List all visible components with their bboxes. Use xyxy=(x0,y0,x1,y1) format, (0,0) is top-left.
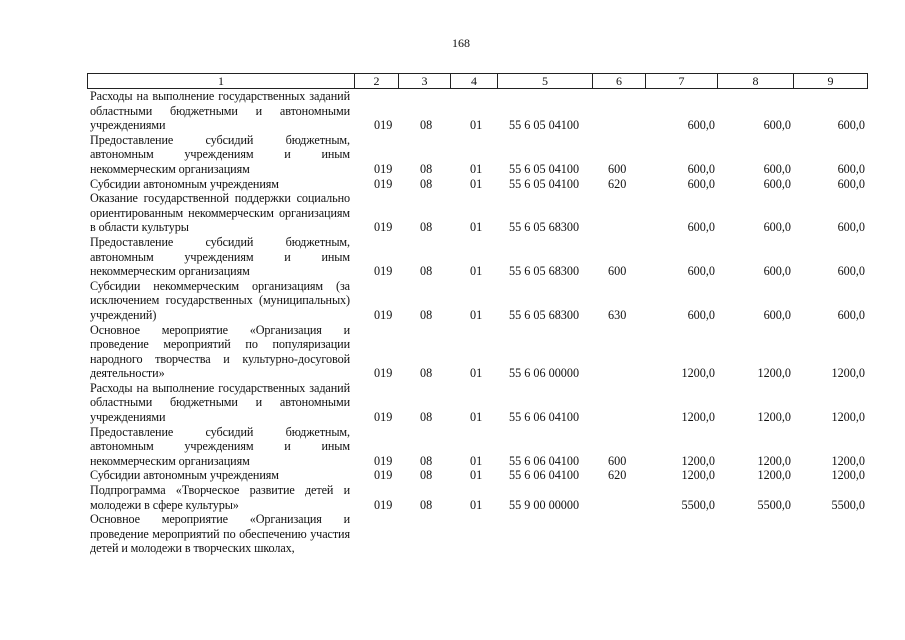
ministry-code: 019 xyxy=(374,176,393,191)
amount-year-3: 1200,0 xyxy=(831,410,865,425)
amount-year-3: 1200,0 xyxy=(831,453,865,468)
ministry-code: 019 xyxy=(374,307,393,322)
table-row xyxy=(87,483,867,512)
column-header-2: 2 xyxy=(355,74,399,89)
row-name: Субсидии автономным учреждениям xyxy=(90,468,279,483)
table-row xyxy=(87,512,867,556)
expense-type-code xyxy=(592,483,645,512)
row-name: Оказание государственной поддержки социально ориентированным некоммерческим организациям в области культуры xyxy=(90,191,350,235)
ministry-code: 019 xyxy=(374,264,393,279)
amount-year-3: 600,0 xyxy=(837,264,865,279)
amount-year-3: 600,0 xyxy=(837,118,865,133)
amount-year-2: 1200,0 xyxy=(757,453,791,468)
ministry-code: 019 xyxy=(374,366,393,381)
column-header-1: 1 xyxy=(88,74,355,89)
budget-table xyxy=(87,89,867,556)
amount-year-3 xyxy=(793,512,867,556)
amount-year-2: 600,0 xyxy=(763,176,791,191)
target-article-code: 55 6 05 04100 xyxy=(509,118,580,133)
section-code: 08 xyxy=(420,453,433,468)
subsection-code: 01 xyxy=(470,118,483,133)
expense-type-code: 600 xyxy=(608,161,627,176)
column-header-4: 4 xyxy=(451,74,498,89)
amount-year-1: 1200,0 xyxy=(681,410,715,425)
subsection-code: 01 xyxy=(470,468,483,483)
table-row xyxy=(87,133,867,177)
amount-year-3: 5500,0 xyxy=(831,497,865,512)
row-name: Основное мероприятие «Организация и проведение мероприятий по популяризации народного творчества и культурно-досуговой деятельности» xyxy=(90,322,350,381)
section-code: 08 xyxy=(420,220,433,235)
amount-year-1: 600,0 xyxy=(687,307,715,322)
column-header-8: 8 xyxy=(718,74,794,89)
column-header-6: 6 xyxy=(593,74,646,89)
ministry-code: 019 xyxy=(374,410,393,425)
amount-year-1 xyxy=(645,512,717,556)
ministry-code: 019 xyxy=(374,453,393,468)
row-name: Предоставление субсидий бюджетным, автономным учреждениям и иным некоммерческим организациям xyxy=(90,424,350,468)
ministry-code: 019 xyxy=(374,118,393,133)
target-article-code: 55 6 05 68300 xyxy=(509,220,580,235)
target-article-code: 55 6 05 04100 xyxy=(509,161,580,176)
row-name: Расходы на выполнение государственных заданий областными бюджетными и автономными учреждениями xyxy=(90,380,350,425)
amount-year-2: 600,0 xyxy=(763,118,791,133)
ministry-code: 019 xyxy=(374,220,393,235)
amount-year-2: 600,0 xyxy=(763,307,791,322)
column-header-table xyxy=(87,73,868,89)
table-row xyxy=(87,89,867,133)
row-name: Субсидии некоммерческим организациям (за исключением государственных (муниципальных) учреждений) xyxy=(90,278,350,322)
row-name: Основное мероприятие «Организация и проведение мероприятий по обеспечению участия детей и молодежи в творческих школах, xyxy=(90,512,350,556)
table-row xyxy=(87,468,867,483)
row-name: Субсидии автономным учреждениям xyxy=(90,176,279,191)
section-code: 08 xyxy=(420,410,433,425)
expense-type-code: 620 xyxy=(608,176,627,191)
subsection-code: 01 xyxy=(470,453,483,468)
table-row xyxy=(87,191,867,235)
amount-year-1: 5500,0 xyxy=(681,497,715,512)
subsection-code: 01 xyxy=(470,161,483,176)
amount-year-2: 600,0 xyxy=(763,264,791,279)
expense-type-code: 630 xyxy=(608,307,627,322)
expense-type-code: 620 xyxy=(608,468,627,483)
amount-year-2 xyxy=(717,512,793,556)
expense-type-code xyxy=(592,89,645,133)
target-article-code: 55 6 06 04100 xyxy=(509,468,580,483)
amount-year-3: 600,0 xyxy=(837,220,865,235)
amount-year-1: 1200,0 xyxy=(681,453,715,468)
target-article-code: 55 6 06 00000 xyxy=(509,366,580,381)
target-article-code: 55 6 05 04100 xyxy=(509,176,580,191)
subsection-code: 01 xyxy=(470,176,483,191)
target-article-code: 55 9 00 00000 xyxy=(509,497,580,512)
amount-year-2: 1200,0 xyxy=(757,410,791,425)
table-row xyxy=(87,323,867,381)
table-row xyxy=(87,235,867,279)
expense-type-code: 600 xyxy=(608,453,627,468)
table-row xyxy=(87,381,867,425)
amount-year-2: 600,0 xyxy=(763,161,791,176)
amount-year-2: 5500,0 xyxy=(757,497,791,512)
expense-type-code xyxy=(592,191,645,235)
amount-year-1: 600,0 xyxy=(687,118,715,133)
section-code: 08 xyxy=(420,264,433,279)
subsection-code: 01 xyxy=(470,220,483,235)
table-row xyxy=(87,177,867,192)
ministry-code: 019 xyxy=(374,497,393,512)
amount-year-1: 600,0 xyxy=(687,176,715,191)
subsection-code: 01 xyxy=(470,264,483,279)
amount-year-3: 600,0 xyxy=(837,307,865,322)
section-code xyxy=(398,512,450,556)
column-header-7: 7 xyxy=(646,74,718,89)
amount-year-1: 600,0 xyxy=(687,161,715,176)
amount-year-1: 600,0 xyxy=(687,220,715,235)
ministry-code xyxy=(354,512,398,556)
subsection-code: 01 xyxy=(470,366,483,381)
column-header-row xyxy=(88,74,868,89)
amount-year-3: 600,0 xyxy=(837,161,865,176)
column-header-3: 3 xyxy=(399,74,451,89)
target-article-code: 55 6 05 68300 xyxy=(509,307,580,322)
amount-year-1: 1200,0 xyxy=(681,366,715,381)
section-code: 08 xyxy=(420,366,433,381)
target-article-code: 55 6 06 04100 xyxy=(509,453,580,468)
section-code: 08 xyxy=(420,468,433,483)
row-name: Расходы на выполнение государственных заданий областными бюджетными и автономными учреждениями xyxy=(90,89,350,133)
ministry-code: 019 xyxy=(374,161,393,176)
section-code: 08 xyxy=(420,176,433,191)
expense-type-code xyxy=(592,512,645,556)
section-code: 08 xyxy=(420,497,433,512)
amount-year-3: 1200,0 xyxy=(831,468,865,483)
section-code: 08 xyxy=(420,118,433,133)
target-article-code: 55 6 06 04100 xyxy=(509,410,580,425)
subsection-code: 01 xyxy=(470,497,483,512)
page-number: 168 xyxy=(452,36,470,50)
amount-year-2: 1200,0 xyxy=(757,366,791,381)
expense-type-code: 600 xyxy=(608,264,627,279)
ministry-code: 019 xyxy=(374,468,393,483)
expense-type-code xyxy=(592,323,645,381)
subsection-code xyxy=(450,512,497,556)
amount-year-3: 600,0 xyxy=(837,176,865,191)
column-header-5: 5 xyxy=(498,74,593,89)
subsection-code: 01 xyxy=(470,307,483,322)
row-name: Предоставление субсидий бюджетным, автономным учреждениям и иным некоммерческим организациям xyxy=(90,234,350,279)
section-code: 08 xyxy=(420,307,433,322)
amount-year-2: 600,0 xyxy=(763,220,791,235)
subsection-code: 01 xyxy=(470,410,483,425)
expense-type-code xyxy=(592,381,645,425)
target-article-code: 55 6 05 68300 xyxy=(509,264,580,279)
table-row xyxy=(87,425,867,469)
target-article-code xyxy=(497,512,592,556)
row-name: Предоставление субсидий бюджетным, автономным учреждениям и иным некоммерческим организациям xyxy=(90,132,350,176)
section-code: 08 xyxy=(420,161,433,176)
column-header-9: 9 xyxy=(794,74,868,89)
amount-year-1: 1200,0 xyxy=(681,468,715,483)
amount-year-1: 600,0 xyxy=(687,264,715,279)
table-row xyxy=(87,279,867,323)
amount-year-2: 1200,0 xyxy=(757,468,791,483)
row-name: Подпрограмма «Творческое развитие детей и молодежи в сфере культуры» xyxy=(90,483,350,512)
amount-year-3: 1200,0 xyxy=(831,366,865,381)
